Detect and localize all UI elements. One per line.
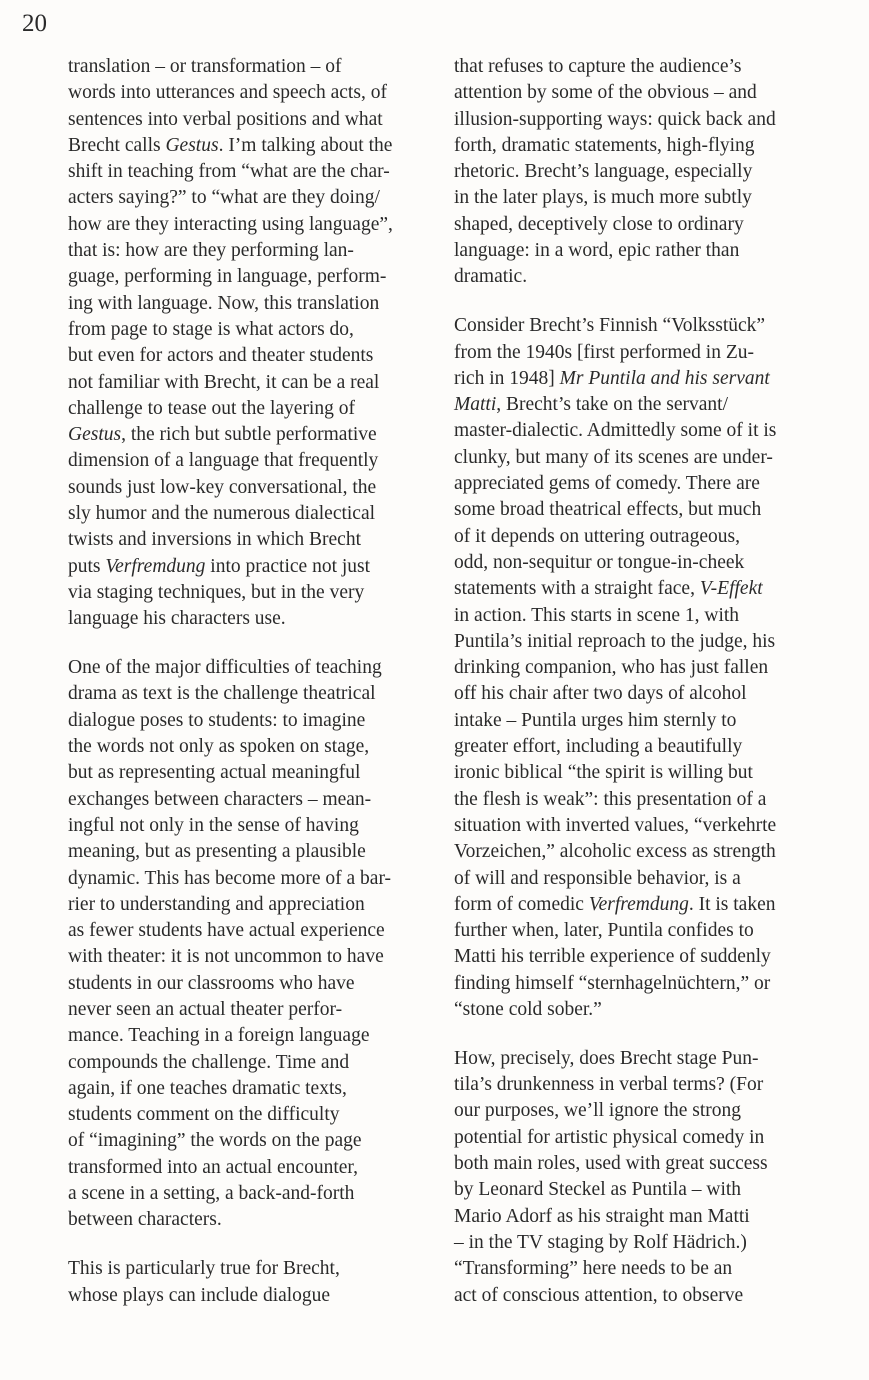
text-segment: with theater: it is not uncommon to have <box>68 946 384 968</box>
text-segment: transformed into an actual encounter, <box>68 1156 358 1178</box>
text-segment: off his chair after two days of alcohol <box>454 683 747 705</box>
text-line <box>454 1256 826 1282</box>
text-line <box>68 1181 440 1207</box>
text-line <box>454 418 826 444</box>
text-line <box>454 1230 826 1256</box>
text-segment: ironic biblical “the spirit is willing but <box>454 762 753 784</box>
text-line <box>68 80 440 106</box>
text-line <box>454 159 826 185</box>
text-line <box>454 497 826 523</box>
text-line <box>454 133 826 159</box>
text-line <box>454 787 826 813</box>
text-segment: whose plays can include dialogue <box>68 1284 331 1306</box>
text-line <box>68 317 440 343</box>
italic-text: Verfremdung <box>588 893 689 915</box>
text-line <box>454 54 826 80</box>
text-segment: by Leonard Steckel as Puntila – with <box>454 1179 742 1201</box>
text-segment: intake – Puntila urges him sternly to <box>454 709 737 731</box>
text-line <box>68 839 440 865</box>
text-segment: finding himself “sternhagelnüchtern,” or <box>454 972 771 994</box>
text-segment: in the later plays, is much more subtly <box>454 187 752 209</box>
text-segment: meaning, but as presenting a plausible <box>68 841 366 863</box>
text-segment: form of comedic <box>454 893 589 915</box>
text-segment: our purposes, we’ll ignore the strong <box>454 1100 742 1122</box>
text-segment: translation – or transformation – of <box>68 56 342 77</box>
text-line <box>454 550 826 576</box>
text-segment: some broad theatrical effects, but much <box>454 499 762 521</box>
text-segment: odd, non-sequitur or tongue-in-cheek <box>454 551 745 573</box>
text-segment: Brecht calls <box>68 134 166 156</box>
text-line <box>454 392 826 418</box>
text-segment: guage, performing in language, perform- <box>68 266 387 288</box>
text-line <box>454 1204 826 1230</box>
text-line <box>454 944 826 970</box>
text-segment: Consider Brecht’s Finnish “Volksstück” <box>454 315 766 337</box>
text-line <box>454 918 826 944</box>
text-segment: potential for artistic physical comedy in <box>454 1126 765 1148</box>
text-line <box>68 291 440 317</box>
right-column <box>454 54 826 1309</box>
text-segment: students comment on the difficulty <box>68 1104 340 1126</box>
italic-text: Verfremdung <box>105 555 206 577</box>
text-segment: tila’s drunkenness in verbal terms? (For <box>454 1074 764 1096</box>
paragraph-gap <box>454 1023 826 1046</box>
text-line <box>454 603 826 629</box>
text-segment: Matti his terrible experience of suddenly <box>454 946 771 968</box>
text-segment: of it depends on uttering outrageous, <box>454 525 740 547</box>
text-segment: words into utterances and speech acts, of <box>68 82 387 104</box>
text-segment: forth, dramatic statements, high-flying <box>454 134 755 156</box>
paragraph-gap <box>68 633 440 656</box>
text-line <box>68 185 440 211</box>
text-line <box>454 734 826 760</box>
text-segment: dialogue poses to students: to imagine <box>68 709 366 731</box>
text-segment: shift in teaching from “what are the char- <box>68 161 390 183</box>
text-segment: dimension of a language that frequently <box>68 450 379 472</box>
text-line <box>454 238 826 264</box>
text-line <box>454 681 826 707</box>
text-line <box>68 1076 440 1102</box>
text-segment: students in our classrooms who have <box>68 972 355 994</box>
text-segment: a scene in a setting, a back-and-forth <box>68 1183 355 1205</box>
text-line <box>68 944 440 970</box>
text-segment: as fewer students have actual experience <box>68 920 385 942</box>
text-segment: illusion-supporting ways: quick back and <box>454 108 776 130</box>
text-segment: statements with a straight face, <box>454 578 700 600</box>
text-line <box>68 448 440 474</box>
text-line <box>454 997 826 1023</box>
text-segment: This is particularly true for Brecht, <box>68 1258 340 1280</box>
text-segment: twists and inversions in which Brecht <box>68 529 362 551</box>
text-segment: sounds just low-key conversational, the <box>68 476 377 498</box>
text-segment: from page to stage is what actors do, <box>68 318 354 340</box>
text-line <box>68 580 440 606</box>
text-line <box>454 366 826 392</box>
text-line <box>68 813 440 839</box>
text-segment: rich in 1948] <box>454 367 560 389</box>
text-line <box>68 1102 440 1128</box>
text-line <box>68 971 440 997</box>
text-line <box>454 1125 826 1151</box>
text-line <box>454 971 826 997</box>
text-segment: How, precisely, does Brecht stage Pun- <box>454 1047 759 1069</box>
text-line <box>68 107 440 133</box>
text-line <box>454 1072 826 1098</box>
text-line <box>68 238 440 264</box>
text-segment: in action. This starts in scene 1, with <box>454 604 740 626</box>
text-segment: Vorzeichen,” alcoholic excess as strength <box>454 841 776 863</box>
text-segment: shaped, deceptively close to ordinary <box>454 213 744 235</box>
text-line <box>68 787 440 813</box>
text-segment: language: in a word, epic rather than <box>454 240 740 262</box>
text-line <box>68 655 440 681</box>
text-line <box>68 370 440 396</box>
text-line <box>454 1283 826 1309</box>
text-line <box>454 445 826 471</box>
text-line <box>454 524 826 550</box>
text-line <box>454 1177 826 1203</box>
text-segment: attention by some of the obvious – and <box>454 82 757 104</box>
text-segment: dynamic. This has become more of a bar- <box>68 867 392 889</box>
text-segment: Puntila’s initial reproach to the judge, his <box>454 630 776 652</box>
text-line <box>454 340 826 366</box>
text-line <box>454 313 826 339</box>
text-segment: language his characters use. <box>68 608 286 630</box>
text-segment: dramatic. <box>454 266 528 288</box>
paragraph <box>454 313 826 1023</box>
text-segment: again, if one teaches dramatic texts, <box>68 1077 347 1099</box>
text-segment: , Brecht’s take on the servant/ <box>496 394 729 416</box>
text-line <box>454 471 826 497</box>
text-line <box>68 1207 440 1233</box>
text-segment: drama as text is the challenge theatrical <box>68 683 376 705</box>
text-line <box>68 396 440 422</box>
text-segment: the flesh is weak”: this presentation of a <box>454 788 767 810</box>
text-segment: both main roles, used with great success <box>454 1153 768 1175</box>
text-line <box>68 606 440 632</box>
italic-text: Gestus <box>165 134 219 156</box>
text-line <box>68 264 440 290</box>
text-segment: clunky, but many of its scenes are under- <box>454 446 773 468</box>
text-segment: ing with language. Now, this translation <box>68 292 380 314</box>
text-line <box>68 527 440 553</box>
text-segment: not familiar with Brecht, it can be a real <box>68 371 380 393</box>
text-line <box>454 576 826 602</box>
text-line <box>454 1098 826 1124</box>
text-line <box>68 54 440 80</box>
text-line <box>454 655 826 681</box>
text-segment: appreciated gems of comedy. There are <box>454 473 760 495</box>
text-segment: the words not only as spoken on stage, <box>68 736 370 758</box>
text-segment: via staging techniques, but in the very <box>68 581 365 603</box>
text-segment: never seen an actual theater perfor- <box>68 998 343 1020</box>
text-line <box>68 708 440 734</box>
text-segment: Mario Adorf as his straight man Matti <box>454 1205 750 1227</box>
text-segment: act of conscious attention, to observe <box>454 1284 744 1306</box>
text-segment: greater effort, including a beautifully <box>454 736 743 758</box>
text-line <box>68 554 440 580</box>
text-segment: challenge to tease out the layering of <box>68 397 355 419</box>
text-line <box>454 892 826 918</box>
text-segment: of “imagining” the words on the page <box>68 1130 362 1152</box>
text-line <box>454 708 826 734</box>
text-line <box>454 80 826 106</box>
text-segment: – in the TV staging by Rolf Hädrich.) <box>454 1231 747 1253</box>
text-segment: that is: how are they performing lan- <box>68 240 354 262</box>
text-line <box>68 1283 440 1309</box>
text-segment: that refuses to capture the audience’s <box>454 56 742 77</box>
paragraph <box>454 54 826 291</box>
text-segment: between characters. <box>68 1209 222 1231</box>
paragraph <box>68 54 440 633</box>
text-line <box>454 185 826 211</box>
italic-text: Mr Puntila and his servant <box>559 367 770 389</box>
text-line <box>454 839 826 865</box>
text-segment: . I’m talking about the <box>218 134 393 156</box>
text-segment: ingful not only in the sense of having <box>68 814 359 836</box>
text-line <box>68 133 440 159</box>
paragraph-gap <box>68 1234 440 1257</box>
text-segment: . It is taken <box>688 893 776 915</box>
left-column <box>68 54 440 1309</box>
paragraph-gap <box>454 291 826 314</box>
text-segment: One of the major difficulties of teaching <box>68 657 382 679</box>
paragraph <box>68 655 440 1234</box>
italic-text: V-Effekt <box>699 578 763 600</box>
text-line <box>68 918 440 944</box>
text-line <box>68 501 440 527</box>
text-segment: puts <box>68 555 106 577</box>
text-segment: further when, later, Puntila confides to <box>454 920 754 942</box>
page-number: 20 <box>22 10 47 37</box>
text-segment: acters saying?” to “what are they doing/ <box>68 187 380 209</box>
text-segment: exchanges between characters – mean- <box>68 788 372 810</box>
text-line <box>68 1128 440 1154</box>
text-segment: from the 1940s [first performed in Zu- <box>454 341 755 363</box>
text-line <box>68 997 440 1023</box>
text-segment: sentences into verbal positions and what <box>68 108 383 130</box>
italic-text: Matti <box>454 394 497 416</box>
text-line <box>454 760 826 786</box>
text-segment: compounds the challenge. Time and <box>68 1051 350 1073</box>
text-line <box>454 629 826 655</box>
text-segment: rier to understanding and appreciation <box>68 893 365 915</box>
text-line <box>454 1046 826 1072</box>
text-line <box>68 681 440 707</box>
text-segment: but even for actors and theater students <box>68 345 374 367</box>
italic-text: Gestus <box>68 424 122 446</box>
text-segment: , the rich but subtle performative <box>121 424 377 446</box>
text-segment: sly humor and the numerous dialectical <box>68 503 376 525</box>
text-line <box>68 760 440 786</box>
text-segment: situation with inverted values, “verkehrte <box>454 814 777 836</box>
text-line <box>454 1151 826 1177</box>
text-line <box>454 813 826 839</box>
text-line <box>68 734 440 760</box>
text-line <box>68 212 440 238</box>
text-segment: mance. Teaching in a foreign language <box>68 1025 370 1047</box>
text-line <box>454 212 826 238</box>
text-segment: into practice not just <box>205 555 371 577</box>
text-line <box>454 264 826 290</box>
text-line <box>68 159 440 185</box>
text-segment: master-dialectic. Admittedly some of it is <box>454 420 777 442</box>
text-segment: but as representing actual meaningful <box>68 762 361 784</box>
text-segment: rhetoric. Brecht’s language, especially <box>454 161 753 183</box>
text-line <box>68 892 440 918</box>
text-line <box>68 1023 440 1049</box>
paragraph <box>68 1256 440 1309</box>
text-segment: drinking companion, who has just fallen <box>454 657 769 679</box>
text-segment: “Transforming” here needs to be an <box>454 1258 733 1280</box>
text-line <box>68 1050 440 1076</box>
text-line <box>454 866 826 892</box>
text-segment: how are they interacting using language”, <box>68 213 393 235</box>
text-line <box>68 475 440 501</box>
text-line <box>68 343 440 369</box>
text-line <box>68 1155 440 1181</box>
paragraph <box>454 1046 826 1309</box>
text-segment: of will and responsible behavior, is a <box>454 867 741 889</box>
text-line <box>454 107 826 133</box>
text-line <box>68 422 440 448</box>
text-line <box>68 1256 440 1282</box>
text-segment: “stone cold sober.” <box>454 998 602 1020</box>
text-line <box>68 866 440 892</box>
